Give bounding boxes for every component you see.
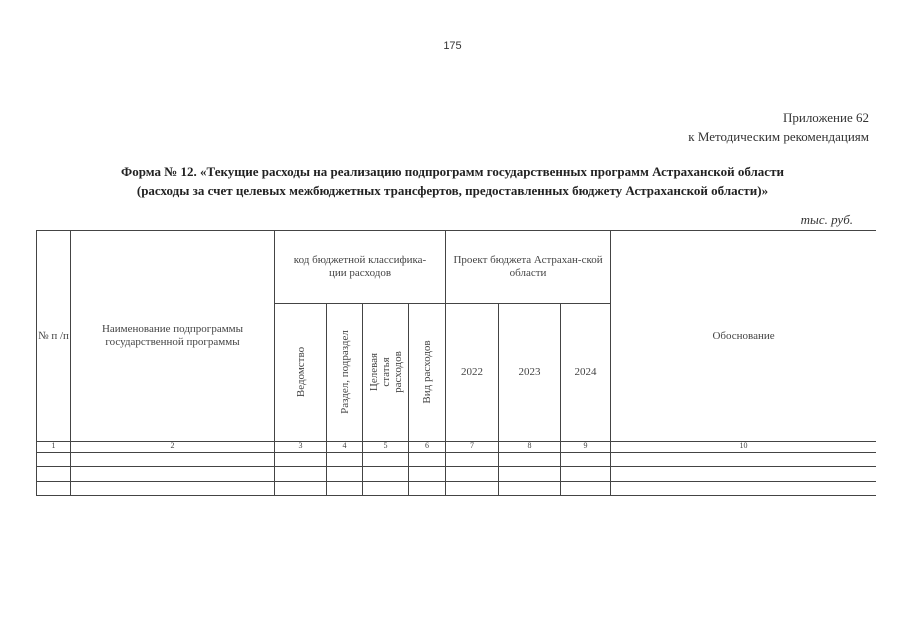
header-vid: Вид расходов (421, 340, 434, 404)
form-title-line-2: (расходы за счет целевых межбюджетных трансфертов, предоставленных бюджету Астраханской области)» (136, 183, 769, 198)
header-celevaya-cell (363, 303, 409, 442)
header-year-2024: 2024 (561, 303, 611, 442)
column-number: 6 (409, 442, 446, 453)
header-budget-code-group: код бюджетной классифика-ции расходов (275, 231, 446, 304)
column-number: 4 (327, 442, 363, 453)
column-number: 1 (37, 442, 71, 453)
header-name: Наименование подпрограммы государственной программы (71, 231, 275, 442)
form-title (40, 162, 865, 200)
header-vid-cell (409, 303, 446, 442)
column-number: 9 (561, 442, 611, 453)
column-number: 8 (499, 442, 561, 453)
header-celevaya: Целевая статья расходов (367, 351, 404, 394)
column-number: 7 (446, 442, 499, 453)
appendix-line-2: к Методическим рекомендациям (688, 129, 869, 144)
page-number: 175 (443, 40, 462, 52)
table-row (37, 467, 877, 481)
column-number-row (37, 442, 877, 453)
appendix-line-1: Приложение 62 (782, 110, 869, 125)
form-title-line-1: Форма № 12. «Текущие расходы на реализацию подпрограмм государственных программ Астраханской области (121, 164, 784, 179)
header-vedomstvo-cell (275, 303, 327, 442)
header-vedomstvo: Ведомство (294, 347, 307, 398)
table-row (37, 453, 877, 467)
header-year-2023: 2023 (499, 303, 561, 442)
header-basis: Обоснование (611, 231, 876, 442)
column-number: 2 (71, 442, 275, 453)
expenses-table (36, 230, 876, 496)
column-number: 5 (363, 442, 409, 453)
expenses-table-wrapper (36, 230, 876, 496)
column-number: 3 (275, 442, 327, 453)
table-row (37, 481, 877, 495)
header-razdel-cell (327, 303, 363, 442)
column-number: 10 (611, 442, 876, 453)
header-num: № п /п (37, 231, 71, 442)
header-year-2022: 2022 (446, 303, 499, 442)
header-project-group: Проект бюджета Астрахан-ской области (446, 231, 611, 304)
appendix-note (688, 108, 869, 146)
units-label: тыс. руб. (800, 212, 853, 227)
header-row-top (37, 231, 877, 304)
header-razdel: Раздел, подраздел (338, 330, 351, 415)
